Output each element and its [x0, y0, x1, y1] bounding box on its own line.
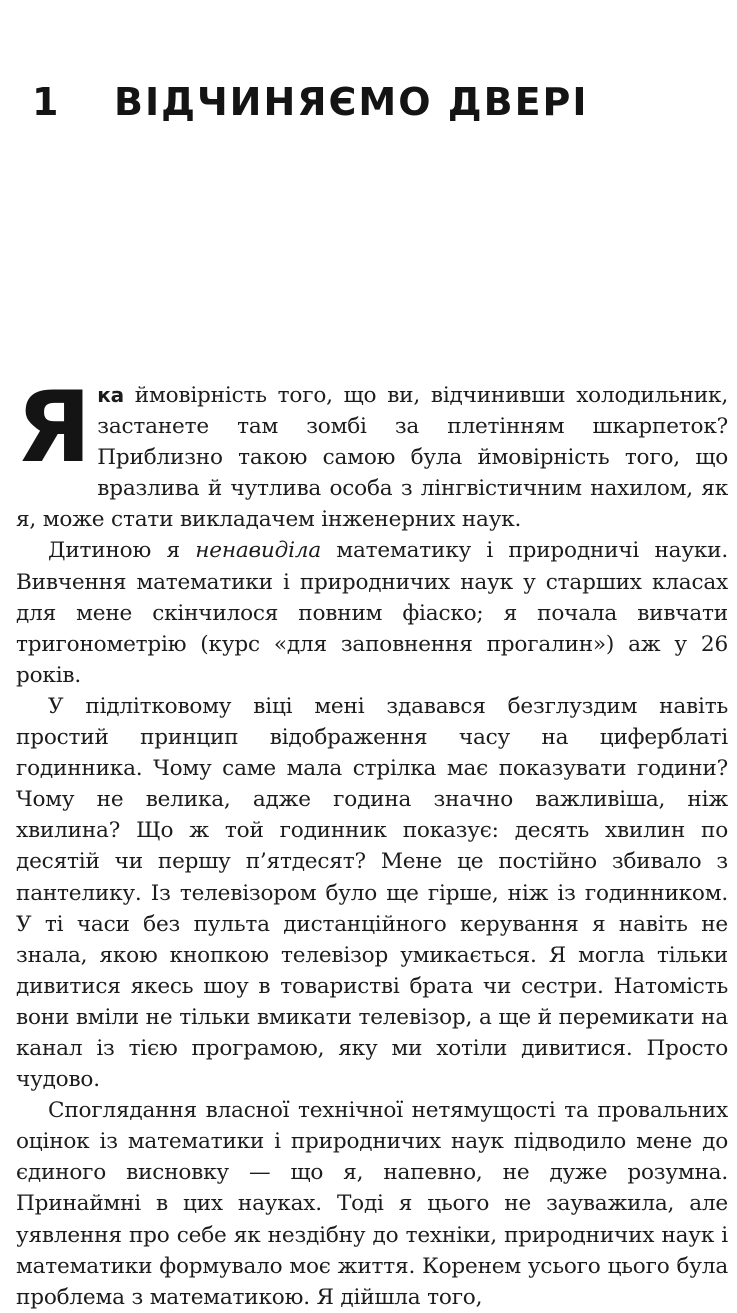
paragraph-1 [16, 371, 728, 535]
paragraph-3: У підлітковому віці мені здавався безглуздим навіть простий принцип відображення часу на циферблаті годинника. Чому саме мала стрілка має показувати години? Чому не велика, адже година значно важливіша, ніж хвилина? Що ж той годинник показує: десять хвилин по десятій чи першу п’ятдесят? Мене це постійно збивало з пантелику. Із телевізором було ще гірше, ніж із годинником. У ті часи без пульта дистанційного керування я навіть не знала, якою кнопкою телевізор умикається. Я могла тільки дивитися якесь шоу в товаристві брата чи сестри. Натомість вони вміли не тільки вмикати телевізор, а ще й перемикати на канал із тією програмою, яку ми хотіли дивитися. Просто чудово. [16, 693, 728, 1093]
paragraph-1-text: ймовірність того, що ви, відчинивши холодильник, застанете там зомбі за плетінням шкарпеток? Приблизно такою самою була ймовірність того, що вразлива й чутлива особа з лінгвістичним нахилом, як я, може стати викладачем інженерних наук. [16, 383, 728, 533]
chapter-heading [32, 80, 589, 130]
chapter-title: ВІДЧИНЯЄМО ДВЕРІ [114, 80, 589, 124]
chapter-number: 1 [32, 80, 61, 124]
chapter-body [16, 371, 728, 1313]
paragraph-4: Споглядання власної технічної нетямущості та провальних оцінок із математики і природничих наук підводило мене до єдиного висновку — що я, напевно, не дуже розумна. Принаймні в цих науках. Тоді я цього не зауважила, але уявлення про себе як нездібну до техніки, природничих наук і математики формувало моє життя. Коренем усього цього була проблема з математикою. Я дійшла того, [16, 1098, 728, 1310]
paragraph-2 [16, 535, 728, 690]
paragraph-2-after: математику і природничі науки. Вивчення математики і природничих наук у старших класах для мене скінчилося повним фіаско; я почала вивчати тригонометрію (курс «для заповнення прогалин») аж у 26 років. [16, 538, 728, 688]
lead-in: ка [97, 383, 124, 407]
emphasis-word: ненавиділа [195, 538, 322, 564]
paragraph-2-before: Дитиною я [48, 538, 196, 564]
drop-cap: Я [16, 371, 92, 485]
